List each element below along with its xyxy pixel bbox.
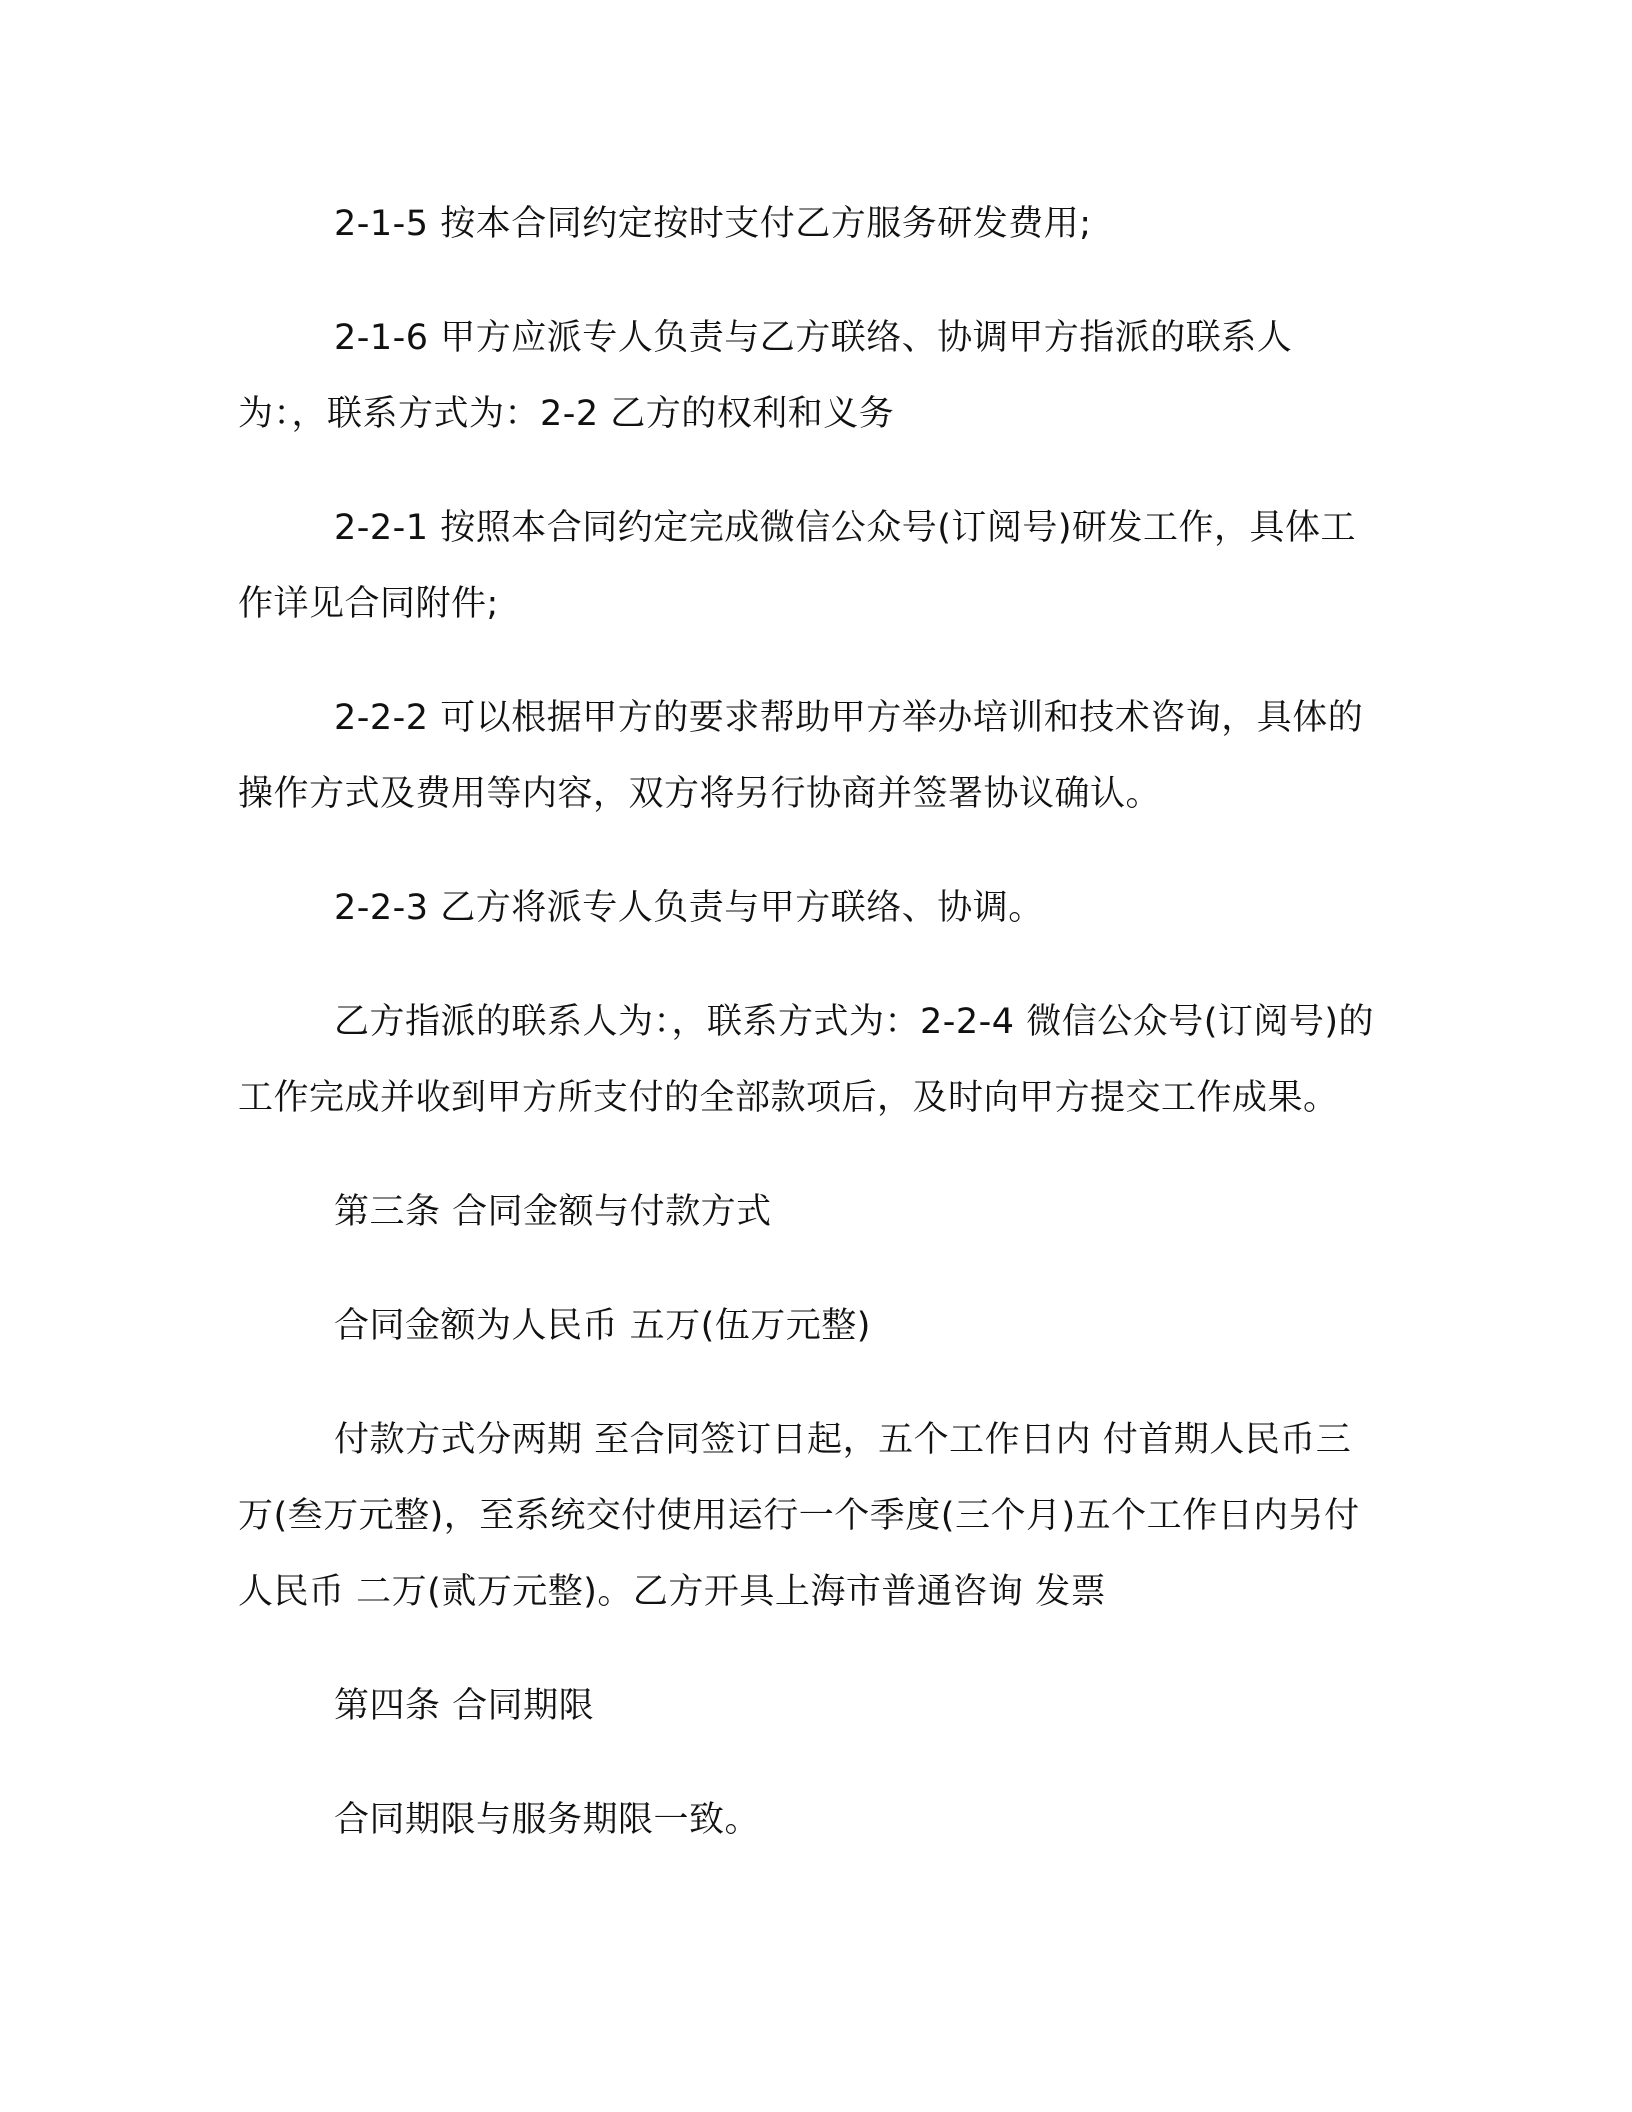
clause-2-2-3: 2-2-3 乙方将派专人负责与甲方联络、协调。: [334, 888, 1044, 928]
article-4-heading: 第四条 合同期限: [334, 1686, 595, 1726]
payment-terms: 付款方式分两期 至合同签订日起，五个工作日内 付首期人民币三万(叁万元整)，至系统交付使用运行一个季度(三个月)五个工作日内另付人民币 二万(贰万元整)。乙方开具上海市普通咨询 发票: [238, 1420, 1360, 1612]
clause-contact-2-2-4: 乙方指派的联系人为：，联系方式为：2-2-4 微信公众号(订阅号)的工作完成并收到甲方所支付的全部款项后，及时向甲方提交工作成果。: [238, 1002, 1375, 1118]
contract-term: 合同期限与服务期限一致。: [334, 1800, 761, 1840]
document-body: [238, 186, 1378, 1858]
clause-2-1-6: 2-1-6 甲方应派专人负责与乙方联络、协调甲方指派的联系人为：，联系方式为：2-2 乙方的权利和义务: [238, 318, 1293, 434]
clause-2-2-1: 2-2-1 按照本合同约定完成微信公众号(订阅号)研发工作，具体工作详见合同附件;: [238, 508, 1357, 624]
contract-amount: 合同金额为人民币 五万(伍万元整): [334, 1306, 871, 1346]
clause-2-2-2: 2-2-2 可以根据甲方的要求帮助甲方举办培训和技术咨询，具体的操作方式及费用等内容，双方将另行协商并签署协议确认。: [238, 698, 1364, 814]
clause-2-1-5: 2-1-5 按本合同约定按时支付乙方服务研发费用;: [334, 204, 1092, 244]
article-3-heading: 第三条 合同金额与付款方式: [334, 1192, 772, 1232]
